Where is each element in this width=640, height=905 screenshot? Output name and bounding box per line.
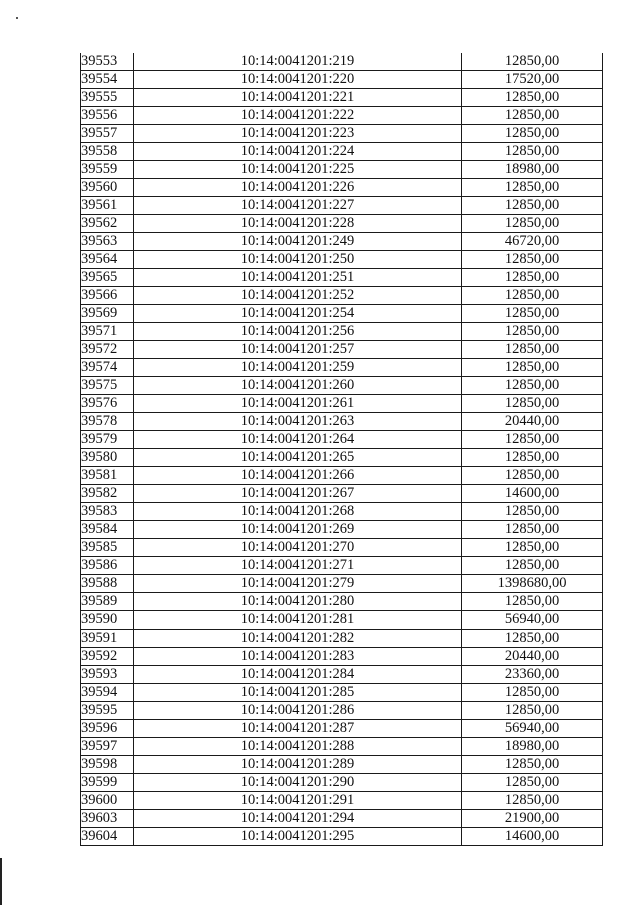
cadastral-value-cell: 12850,00	[462, 593, 603, 611]
table-row	[81, 251, 603, 269]
table-row	[81, 557, 603, 575]
row-number-cell: 39564	[81, 251, 134, 269]
cadastral-number-cell: 10:14:0041201:263	[134, 413, 462, 431]
table-row	[81, 719, 603, 737]
row-number-cell: 39597	[81, 737, 134, 755]
cadastral-value-cell: 56940,00	[462, 611, 603, 629]
cadastral-number-cell: 10:14:0041201:228	[134, 215, 462, 233]
row-number-cell: 39594	[81, 683, 134, 701]
cadastral-number-cell: 10:14:0041201:289	[134, 755, 462, 773]
table-row	[81, 737, 603, 755]
cadastral-value-cell: 21900,00	[462, 809, 603, 827]
row-number-cell: 39595	[81, 701, 134, 719]
table-row	[81, 89, 603, 107]
scan-speck	[16, 17, 18, 19]
cadastral-number-cell: 10:14:0041201:265	[134, 449, 462, 467]
row-number-cell: 39574	[81, 359, 134, 377]
cadastral-number-cell: 10:14:0041201:285	[134, 683, 462, 701]
cadastral-number-cell: 10:14:0041201:221	[134, 89, 462, 107]
cadastral-value-cell: 23360,00	[462, 665, 603, 683]
cadastral-value-cell: 12850,00	[462, 503, 603, 521]
table-row	[81, 377, 603, 395]
row-number-cell: 39553	[81, 53, 134, 71]
row-number-cell: 39588	[81, 575, 134, 593]
table-row	[81, 773, 603, 791]
table-row	[81, 575, 603, 593]
table-row	[81, 53, 603, 71]
cadastral-value-cell: 17520,00	[462, 71, 603, 89]
table-row	[81, 107, 603, 125]
row-number-cell: 39598	[81, 755, 134, 773]
table-row	[81, 485, 603, 503]
row-number-cell: 39555	[81, 89, 134, 107]
cadastral-value-cell: 12850,00	[462, 341, 603, 359]
row-number-cell: 39578	[81, 413, 134, 431]
cadastral-value-cell: 20440,00	[462, 413, 603, 431]
row-number-cell: 39582	[81, 485, 134, 503]
cadastral-number-cell: 10:14:0041201:283	[134, 647, 462, 665]
row-number-cell: 39585	[81, 539, 134, 557]
table-row	[81, 539, 603, 557]
cadastral-value-cell: 12850,00	[462, 143, 603, 161]
row-number-cell: 39572	[81, 341, 134, 359]
row-number-cell: 39571	[81, 323, 134, 341]
row-number-cell: 39557	[81, 125, 134, 143]
table-row	[81, 467, 603, 485]
cadastral-value-cell: 12850,00	[462, 107, 603, 125]
cadastral-number-cell: 10:14:0041201:280	[134, 593, 462, 611]
cadastral-value-cell: 14600,00	[462, 827, 603, 845]
scan-edge-mark	[0, 858, 2, 905]
cadastral-value-cell: 12850,00	[462, 629, 603, 647]
row-number-cell: 39583	[81, 503, 134, 521]
cadastral-number-cell: 10:14:0041201:223	[134, 125, 462, 143]
row-number-cell: 39589	[81, 593, 134, 611]
table-row	[81, 161, 603, 179]
cadastral-number-cell: 10:14:0041201:250	[134, 251, 462, 269]
cadastral-value-cell: 12850,00	[462, 377, 603, 395]
row-number-cell: 39569	[81, 305, 134, 323]
table-row	[81, 449, 603, 467]
table-row	[81, 125, 603, 143]
cadastral-number-cell: 10:14:0041201:259	[134, 359, 462, 377]
cadastral-number-cell: 10:14:0041201:286	[134, 701, 462, 719]
row-number-cell: 39600	[81, 791, 134, 809]
cadastral-number-cell: 10:14:0041201:257	[134, 341, 462, 359]
cadastral-value-cell: 12850,00	[462, 53, 603, 71]
cadastral-value-cell: 12850,00	[462, 215, 603, 233]
table-row	[81, 233, 603, 251]
table-row	[81, 143, 603, 161]
table-row	[81, 791, 603, 809]
table-body	[81, 53, 603, 845]
row-number-cell: 39560	[81, 179, 134, 197]
cadastral-number-cell: 10:14:0041201:279	[134, 575, 462, 593]
cadastral-number-cell: 10:14:0041201:222	[134, 107, 462, 125]
cadastral-number-cell: 10:14:0041201:254	[134, 305, 462, 323]
cadastral-value-cell: 12850,00	[462, 323, 603, 341]
table-row	[81, 827, 603, 845]
row-number-cell: 39593	[81, 665, 134, 683]
cadastral-value-cell: 12850,00	[462, 683, 603, 701]
cadastral-number-cell: 10:14:0041201:282	[134, 629, 462, 647]
row-number-cell: 39576	[81, 395, 134, 413]
table-row	[81, 809, 603, 827]
row-number-cell: 39584	[81, 521, 134, 539]
cadastral-value-cell: 12850,00	[462, 701, 603, 719]
cadastral-value-cell: 12850,00	[462, 287, 603, 305]
table-row	[81, 323, 603, 341]
cadastral-number-cell: 10:14:0041201:271	[134, 557, 462, 575]
table-row	[81, 287, 603, 305]
cadastral-value-cell: 12850,00	[462, 125, 603, 143]
cadastral-number-cell: 10:14:0041201:227	[134, 197, 462, 215]
cadastral-value-cell: 12850,00	[462, 521, 603, 539]
cadastral-number-cell: 10:14:0041201:249	[134, 233, 462, 251]
row-number-cell: 39554	[81, 71, 134, 89]
row-number-cell: 39559	[81, 161, 134, 179]
row-number-cell: 39565	[81, 269, 134, 287]
cadastral-number-cell: 10:14:0041201:291	[134, 791, 462, 809]
cadastral-value-cell: 12850,00	[462, 791, 603, 809]
cadastral-value-cell: 1398680,00	[462, 575, 603, 593]
table-row	[81, 359, 603, 377]
cadastral-value-cell: 56940,00	[462, 719, 603, 737]
cadastral-value-table	[80, 53, 603, 846]
row-number-cell: 39581	[81, 467, 134, 485]
row-number-cell: 39590	[81, 611, 134, 629]
cadastral-value-cell: 12850,00	[462, 539, 603, 557]
cadastral-number-cell: 10:14:0041201:261	[134, 395, 462, 413]
cadastral-value-cell: 18980,00	[462, 161, 603, 179]
cadastral-value-cell: 12850,00	[462, 431, 603, 449]
cadastral-number-cell: 10:14:0041201:288	[134, 737, 462, 755]
table-row	[81, 647, 603, 665]
cadastral-number-cell: 10:14:0041201:270	[134, 539, 462, 557]
cadastral-number-cell: 10:14:0041201:256	[134, 323, 462, 341]
cadastral-value-cell: 12850,00	[462, 755, 603, 773]
cadastral-number-cell: 10:14:0041201:287	[134, 719, 462, 737]
cadastral-number-cell: 10:14:0041201:295	[134, 827, 462, 845]
cadastral-number-cell: 10:14:0041201:268	[134, 503, 462, 521]
cadastral-number-cell: 10:14:0041201:269	[134, 521, 462, 539]
table-row	[81, 341, 603, 359]
cadastral-value-cell: 12850,00	[462, 179, 603, 197]
cadastral-value-cell: 12850,00	[462, 773, 603, 791]
row-number-cell: 39561	[81, 197, 134, 215]
cadastral-number-cell: 10:14:0041201:251	[134, 269, 462, 287]
row-number-cell: 39558	[81, 143, 134, 161]
row-number-cell: 39566	[81, 287, 134, 305]
row-number-cell: 39563	[81, 233, 134, 251]
table-row	[81, 701, 603, 719]
cadastral-number-cell: 10:14:0041201:226	[134, 179, 462, 197]
cadastral-value-cell: 12850,00	[462, 467, 603, 485]
table-row	[81, 755, 603, 773]
table-row	[81, 215, 603, 233]
table-row	[81, 395, 603, 413]
table-row	[81, 71, 603, 89]
table-row	[81, 665, 603, 683]
cadastral-number-cell: 10:14:0041201:224	[134, 143, 462, 161]
cadastral-number-cell: 10:14:0041201:294	[134, 809, 462, 827]
cadastral-value-cell: 12850,00	[462, 251, 603, 269]
cadastral-number-cell: 10:14:0041201:219	[134, 53, 462, 71]
table-row	[81, 503, 603, 521]
row-number-cell: 39556	[81, 107, 134, 125]
cadastral-value-cell: 12850,00	[462, 359, 603, 377]
row-number-cell: 39592	[81, 647, 134, 665]
table-row	[81, 521, 603, 539]
row-number-cell: 39596	[81, 719, 134, 737]
cadastral-number-cell: 10:14:0041201:266	[134, 467, 462, 485]
cadastral-number-cell: 10:14:0041201:225	[134, 161, 462, 179]
cadastral-number-cell: 10:14:0041201:267	[134, 485, 462, 503]
row-number-cell: 39575	[81, 377, 134, 395]
cadastral-number-cell: 10:14:0041201:290	[134, 773, 462, 791]
cadastral-number-cell: 10:14:0041201:284	[134, 665, 462, 683]
cadastral-value-cell: 46720,00	[462, 233, 603, 251]
cadastral-number-cell: 10:14:0041201:264	[134, 431, 462, 449]
cadastral-number-cell: 10:14:0041201:260	[134, 377, 462, 395]
row-number-cell: 39586	[81, 557, 134, 575]
table-row	[81, 593, 603, 611]
row-number-cell: 39562	[81, 215, 134, 233]
cadastral-value-cell: 20440,00	[462, 647, 603, 665]
cadastral-value-cell: 14600,00	[462, 485, 603, 503]
cadastral-value-cell: 12850,00	[462, 449, 603, 467]
table-row	[81, 611, 603, 629]
cadastral-value-cell: 18980,00	[462, 737, 603, 755]
cadastral-value-cell: 12850,00	[462, 197, 603, 215]
row-number-cell: 39591	[81, 629, 134, 647]
table-row	[81, 431, 603, 449]
row-number-cell: 39599	[81, 773, 134, 791]
row-number-cell: 39579	[81, 431, 134, 449]
table-row	[81, 413, 603, 431]
table-row	[81, 269, 603, 287]
table-row	[81, 683, 603, 701]
cadastral-number-cell: 10:14:0041201:281	[134, 611, 462, 629]
row-number-cell: 39603	[81, 809, 134, 827]
row-number-cell: 39580	[81, 449, 134, 467]
table-row	[81, 179, 603, 197]
table-row	[81, 305, 603, 323]
cadastral-value-cell: 12850,00	[462, 395, 603, 413]
cadastral-value-cell: 12850,00	[462, 269, 603, 287]
table-row	[81, 197, 603, 215]
row-number-cell: 39604	[81, 827, 134, 845]
table-row	[81, 629, 603, 647]
cadastral-number-cell: 10:14:0041201:252	[134, 287, 462, 305]
cadastral-number-cell: 10:14:0041201:220	[134, 71, 462, 89]
cadastral-value-cell: 12850,00	[462, 557, 603, 575]
cadastral-value-cell: 12850,00	[462, 89, 603, 107]
cadastral-value-cell: 12850,00	[462, 305, 603, 323]
